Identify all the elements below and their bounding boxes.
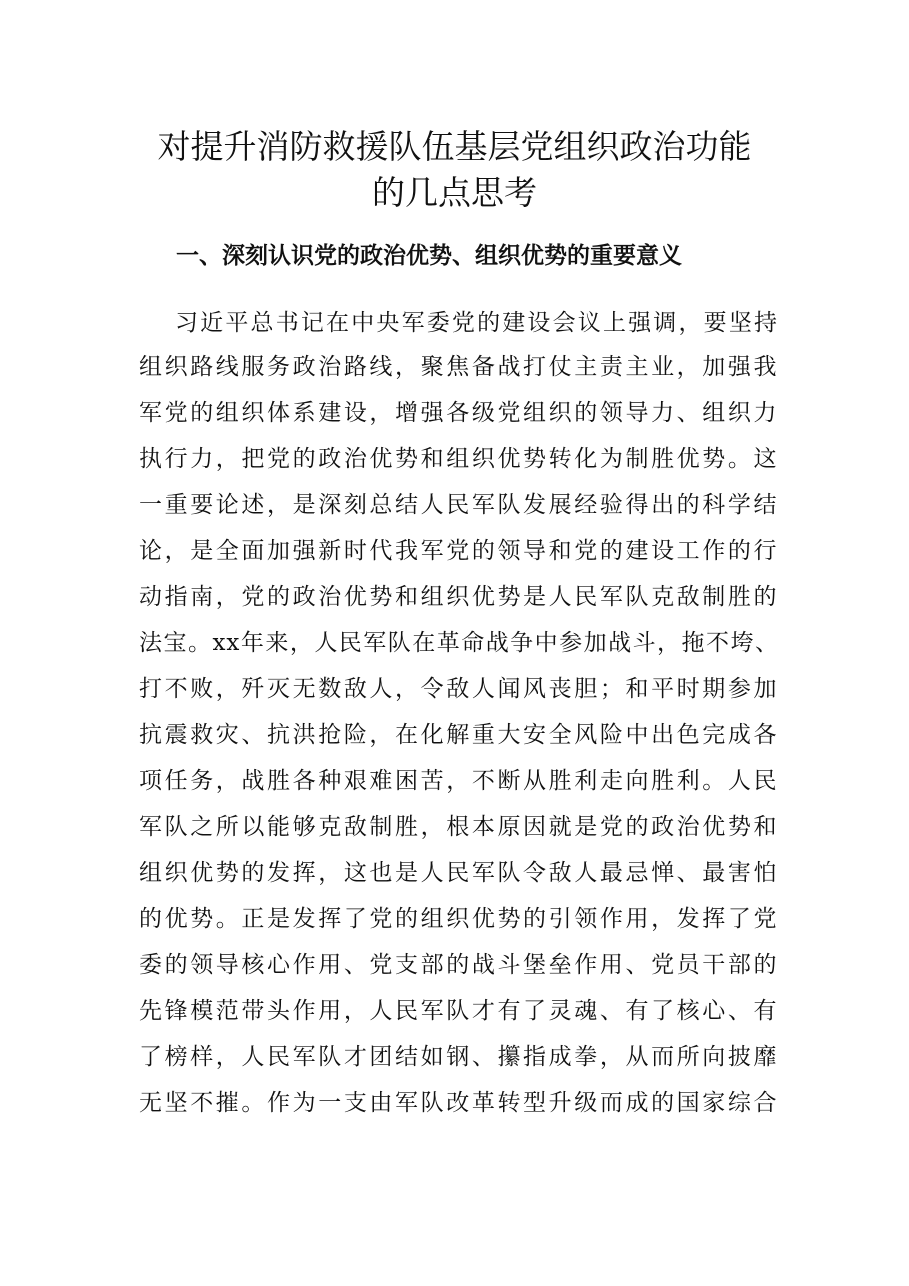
- paragraph-line: 先锋模范带头作用，人民军队才有了灵魂、有了核心、有: [139, 998, 779, 1024]
- document-title-line-2: 的几点思考: [372, 173, 537, 212]
- document-title-line-1: 对提升消防救援队伍基层党组织政治功能: [157, 127, 752, 166]
- paragraph-line: 一重要论述，是深刻总结人民军队发展经验得出的科学结: [139, 492, 779, 518]
- paragraph-line: 组织优势的发挥，这也是人民军队令敌人最忌惮、最害怕: [139, 860, 779, 886]
- paragraph-line: 动指南，党的政治优势和组织优势是人民军队克敌制胜的: [139, 584, 779, 610]
- paragraph-line: 打不败，歼灭无数敌人，令敌人闻风丧胆；和平时期参加: [139, 676, 779, 702]
- paragraph-line: 习近平总书记在中央军委党的建设会议上强调，要坚持: [175, 310, 779, 336]
- paragraph-line: 法宝。xx年来，人民军队在革命战争中参加战斗，拖不垮、: [139, 630, 779, 656]
- paragraph-line: 委的领导核心作用、党支部的战斗堡垒作用、党员干部的: [139, 952, 779, 978]
- section-heading: 一、深刻认识党的政治优势、组织优势的重要意义: [176, 243, 682, 269]
- paragraph-line: 无坚不摧。作为一支由军队改革转型升级而成的国家综合: [139, 1090, 779, 1116]
- paragraph-line: 项任务，战胜各种艰难困苦，不断从胜利走向胜利。人民: [139, 768, 779, 794]
- paragraph-line: 军队之所以能够克敌制胜，根本原因就是党的政治优势和: [139, 814, 779, 840]
- paragraph-line: 了榜样，人民军队才团结如钢、攥指成拳，从而所向披靡: [139, 1044, 779, 1070]
- paragraph-line: 论，是全面加强新时代我军党的领导和党的建设工作的行: [139, 538, 779, 564]
- paragraph-line: 军党的组织体系建设，增强各级党组织的领导力、组织力: [139, 400, 779, 426]
- paragraph-line: 执行力，把党的政治优势和组织优势转化为制胜优势。这: [139, 446, 779, 472]
- paragraph-line: 抗震救灾、抗洪抢险，在化解重大安全风险中出色完成各: [139, 722, 779, 748]
- paragraph-line: 的优势。正是发挥了党的组织优势的引领作用，发挥了党: [139, 906, 779, 932]
- paragraph-line: 组织路线服务政治路线，聚焦备战打仗主责主业，加强我: [139, 354, 779, 380]
